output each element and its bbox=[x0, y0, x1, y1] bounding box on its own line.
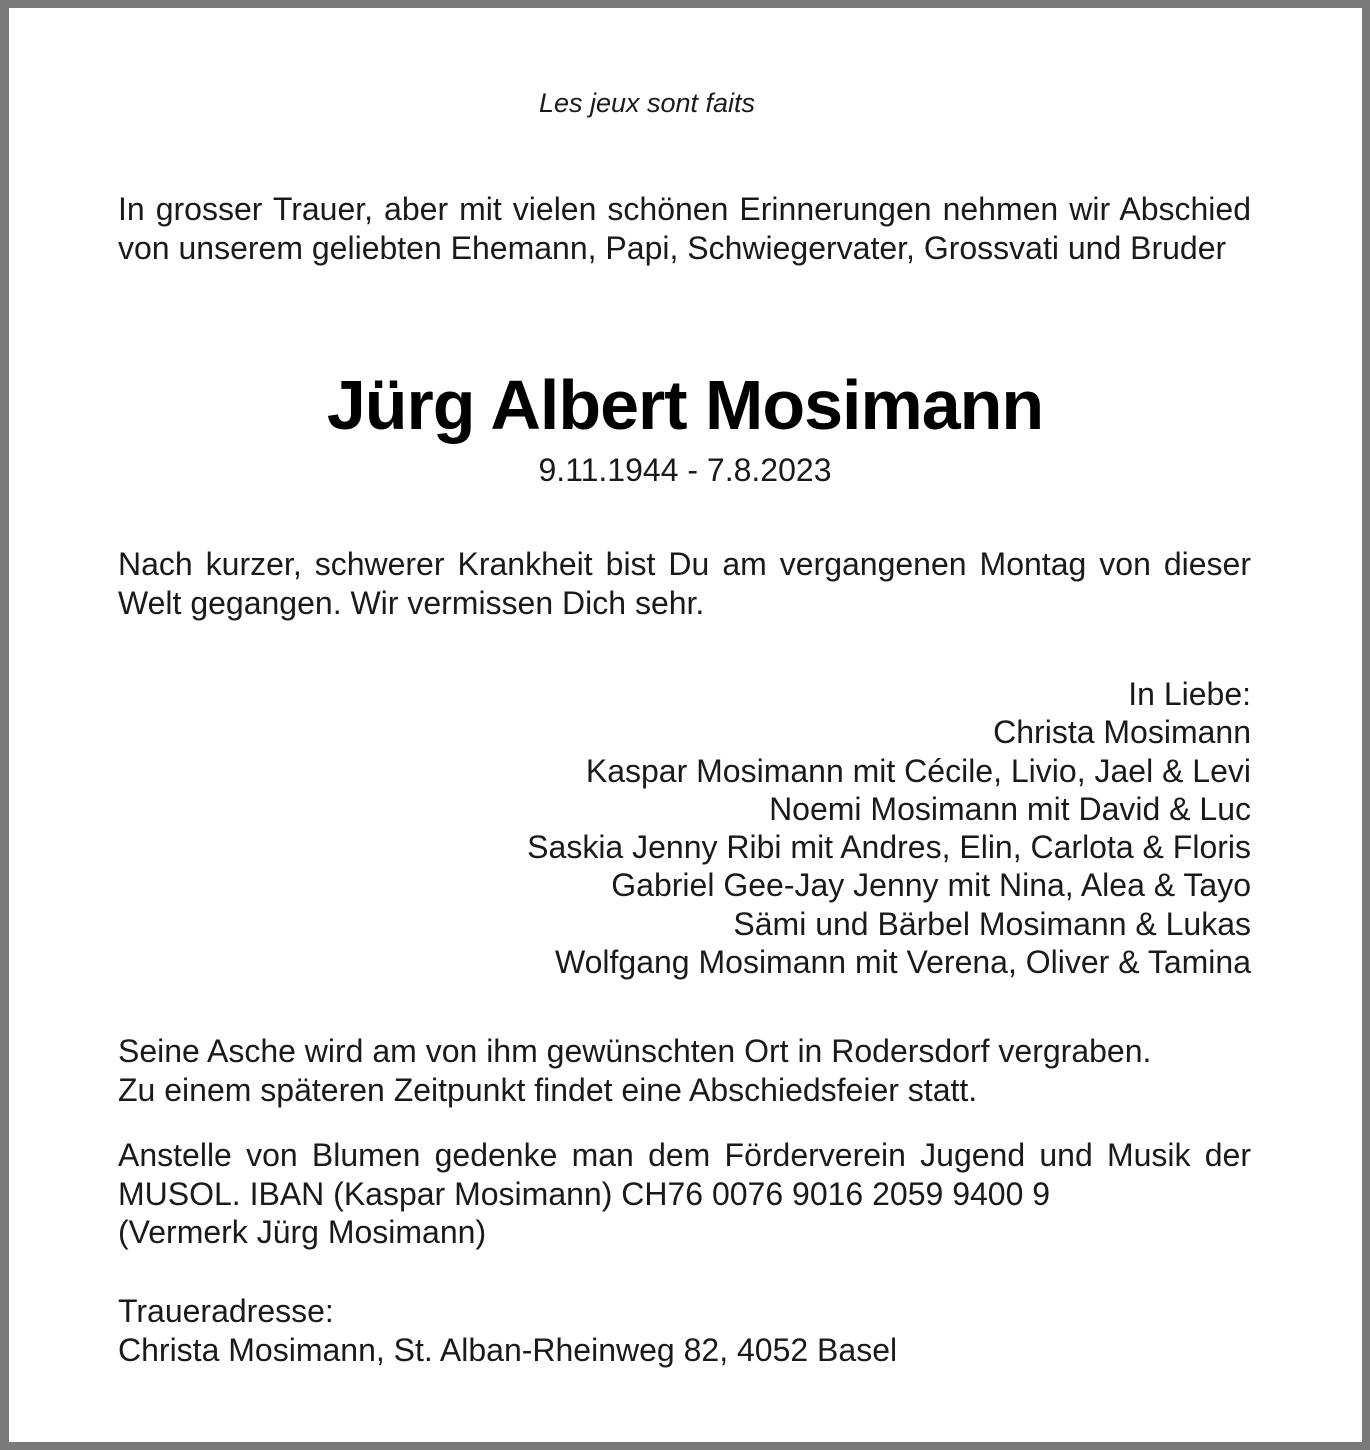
signers-heading: In Liebe: bbox=[1128, 676, 1251, 712]
mourning-address bbox=[118, 1292, 1251, 1369]
signer-name: Christa Mosimann bbox=[993, 714, 1251, 751]
signer-name: Noemi Mosimann mit David & Luc bbox=[769, 790, 1251, 827]
farewell-message: Nach kurzer, schwerer Krankheit bist Du am vergangenen Montag von dieser Welt gegangen. Wir vermissen Dich sehr. bbox=[118, 546, 1251, 621]
signers-list bbox=[527, 675, 1251, 981]
signer-name: Kaspar Mosimann mit Cécile, Livio, Jael & Levi bbox=[585, 752, 1251, 789]
donation-note: (Vermerk Jürg Mosimann) bbox=[118, 1214, 487, 1250]
ceremony-line: Zu einem späteren Zeitpunkt findet eine Abschiedsfeier statt. bbox=[118, 1071, 978, 1108]
burial-info bbox=[118, 1032, 1251, 1109]
signer-name: Gabriel Gee-Jay Jenny mit Nina, Alea & Tayo bbox=[611, 867, 1251, 904]
intro-text: In grosser Trauer, aber mit vielen schönen Erinnerungen nehmen wir Abschied von unserem geliebten Ehemann, Papi, Schwiegervater, Grossvati und Bruder bbox=[118, 191, 1251, 266]
deceased-name: Jürg Albert Mosimann bbox=[326, 366, 1044, 444]
signer-name: Saskia Jenny Ribi mit Andres, Elin, Carlota & Floris bbox=[527, 829, 1251, 866]
donation-info bbox=[118, 1136, 1251, 1252]
burial-line: Seine Asche wird am von ihm gewünschten Ort in Rodersdorf vergraben. bbox=[118, 1033, 1152, 1069]
signer-name: Sämi und Bärbel Mosimann & Lukas bbox=[733, 905, 1251, 942]
life-dates: 9.11.1944 - 7.8.2023 bbox=[538, 452, 832, 488]
signer-name: Wolfgang Mosimann mit Verena, Oliver & Tamina bbox=[554, 944, 1251, 981]
motto: Les jeux sont faits bbox=[538, 88, 756, 118]
address-value: Christa Mosimann, St. Alban-Rheinweg 82, 4052 Basel bbox=[118, 1331, 898, 1368]
donation-text: Anstelle von Blumen gedenke man dem Förderverein Jugend und Musik der MUSOL. IBAN (Kaspar Mosimann) CH76 0076 9016 2059 9400 9 bbox=[118, 1137, 1251, 1212]
address-label: Traueradresse: bbox=[118, 1293, 334, 1329]
